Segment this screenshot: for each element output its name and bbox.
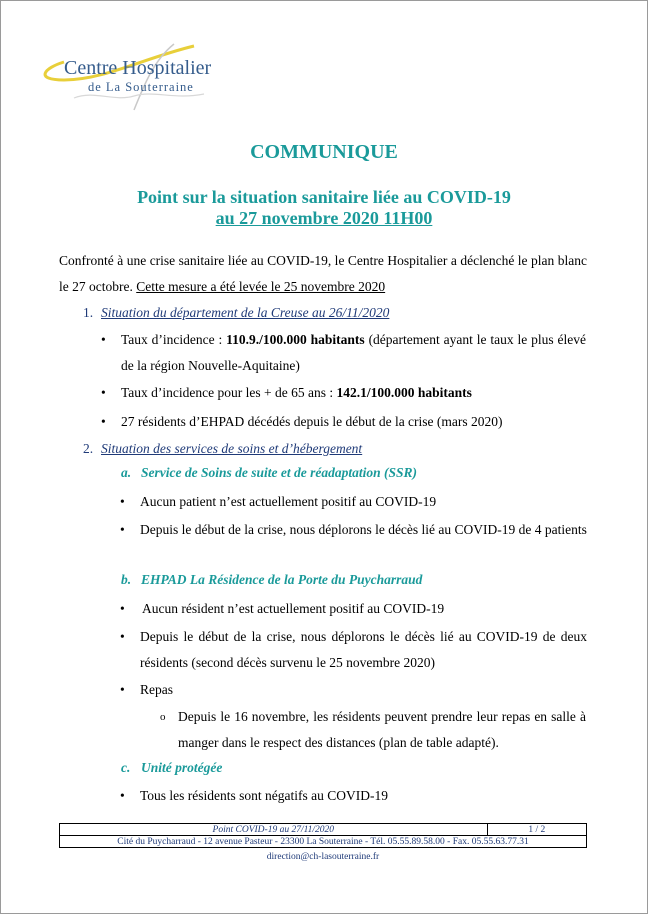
section-1-number: 1. xyxy=(83,305,94,320)
logo-title: Centre Hospitalier xyxy=(64,57,212,79)
footer-email: direction@ch-lasouterraine.fr xyxy=(266,852,380,862)
subsection-title: Service de Soins de suite et de réadaptation (SSR) xyxy=(141,465,417,480)
list-item xyxy=(101,327,586,379)
section-2-number: 2. xyxy=(83,441,94,456)
list-item xyxy=(101,409,586,435)
subsection-c-heading xyxy=(121,760,222,776)
bullet-icon: • xyxy=(101,414,106,429)
subsection-letter: c. xyxy=(121,760,131,775)
section-2-heading xyxy=(83,441,362,457)
bullet-text: Aucun patient n’est actuellement positif au COVID-19 xyxy=(140,494,437,509)
list-item xyxy=(120,596,587,622)
subsection-letter: a. xyxy=(121,465,132,480)
subsection-b-heading xyxy=(121,572,422,588)
subsection-a-heading xyxy=(121,465,417,481)
bullet-text: Taux d’incidence : xyxy=(121,332,227,347)
list-item xyxy=(120,517,587,543)
bullet-icon: • xyxy=(120,788,125,803)
section-2-title: Situation des services de soins et d’hébergement xyxy=(101,441,363,456)
list-item xyxy=(120,489,587,515)
intro-underlined: Cette mesure a été levée le 25 novembre 2020 xyxy=(136,279,386,294)
intro-text: Confronté à une crise sanitaire liée au COVID-19, le Centre Hospitalier a déclenché le plan blanc le 27 octobre. xyxy=(59,253,587,294)
hospital-logo xyxy=(34,40,234,112)
subsection-title: EHPAD La Résidence de la Porte du Puycharraud xyxy=(141,572,423,587)
bullet-icon: • xyxy=(120,494,125,509)
bullet-text: Repas xyxy=(140,682,173,697)
bullet-text: Depuis le début de la crise, nous déplorons le décès lié au COVID-19 de deux résidents (second décès survenu le 25 novembre 2020) xyxy=(140,629,587,670)
bullet-text: (département ayant le taux le plus élevé de la région Nouvelle-Aquitaine) xyxy=(121,332,586,373)
footer-doc-title: Point COVID-19 au 27/11/2020 xyxy=(60,824,488,836)
section-1-title: Situation du département de la Creuse au 26/11/2020 xyxy=(101,305,390,320)
bullet-icon: • xyxy=(120,522,125,537)
bullet-text: 27 résidents d’EHPAD décédés depuis le début de la crise (mars 2020) xyxy=(121,414,503,429)
bullet-bold: 110.9./100.000 habitants xyxy=(226,332,365,347)
section-1-heading xyxy=(83,305,389,321)
bullet-text: Depuis le 16 novembre, les résidents peuvent prendre leur repas en salle à manger dans le respect des distances (plan de table adapté). xyxy=(178,709,586,750)
logo-subtitle: de La Souterraine xyxy=(88,80,194,94)
page-subtitle: Point sur la situation sanitaire liée au COVID-19 xyxy=(137,187,511,207)
footer-address: Cité du Puycharraud - 12 avenue Pasteur - 23300 La Souterraine - Tél. 05.55.89.58.00 - Fax. 05.55.63.77.31 xyxy=(60,836,587,848)
bullet-icon: • xyxy=(120,682,125,697)
page-title: COMMUNIQUE xyxy=(250,141,398,163)
bullet-icon: • xyxy=(101,332,106,347)
intro-paragraph xyxy=(59,248,587,300)
bullet-icon: • xyxy=(120,601,125,616)
list-item xyxy=(101,380,586,406)
bullet-text: Taux d’incidence pour les + de 65 ans : xyxy=(121,385,337,400)
list-item xyxy=(120,624,587,676)
page-date: au 27 novembre 2020 11H00 xyxy=(215,208,433,228)
bullet-text: Aucun résident n’est actuellement positif au COVID-19 xyxy=(142,601,445,616)
bullet-bold: 142.1/100.000 habitants xyxy=(336,385,472,400)
bullet-icon: • xyxy=(120,629,125,644)
subsection-title: Unité protégée xyxy=(141,760,223,775)
list-item xyxy=(120,783,587,809)
bullet-icon: • xyxy=(101,385,106,400)
footer-table xyxy=(59,823,587,848)
circle-bullet-icon: o xyxy=(160,711,166,723)
bullet-text: Depuis le début de la crise, nous déplorons le décès lié au COVID-19 de 4 patients xyxy=(140,522,587,537)
footer-page-number: 1 / 2 xyxy=(487,824,586,836)
subsection-letter: b. xyxy=(121,572,132,587)
list-item xyxy=(120,677,587,703)
bullet-text: Tous les résidents sont négatifs au COVID-19 xyxy=(140,788,389,803)
list-item xyxy=(160,704,586,756)
